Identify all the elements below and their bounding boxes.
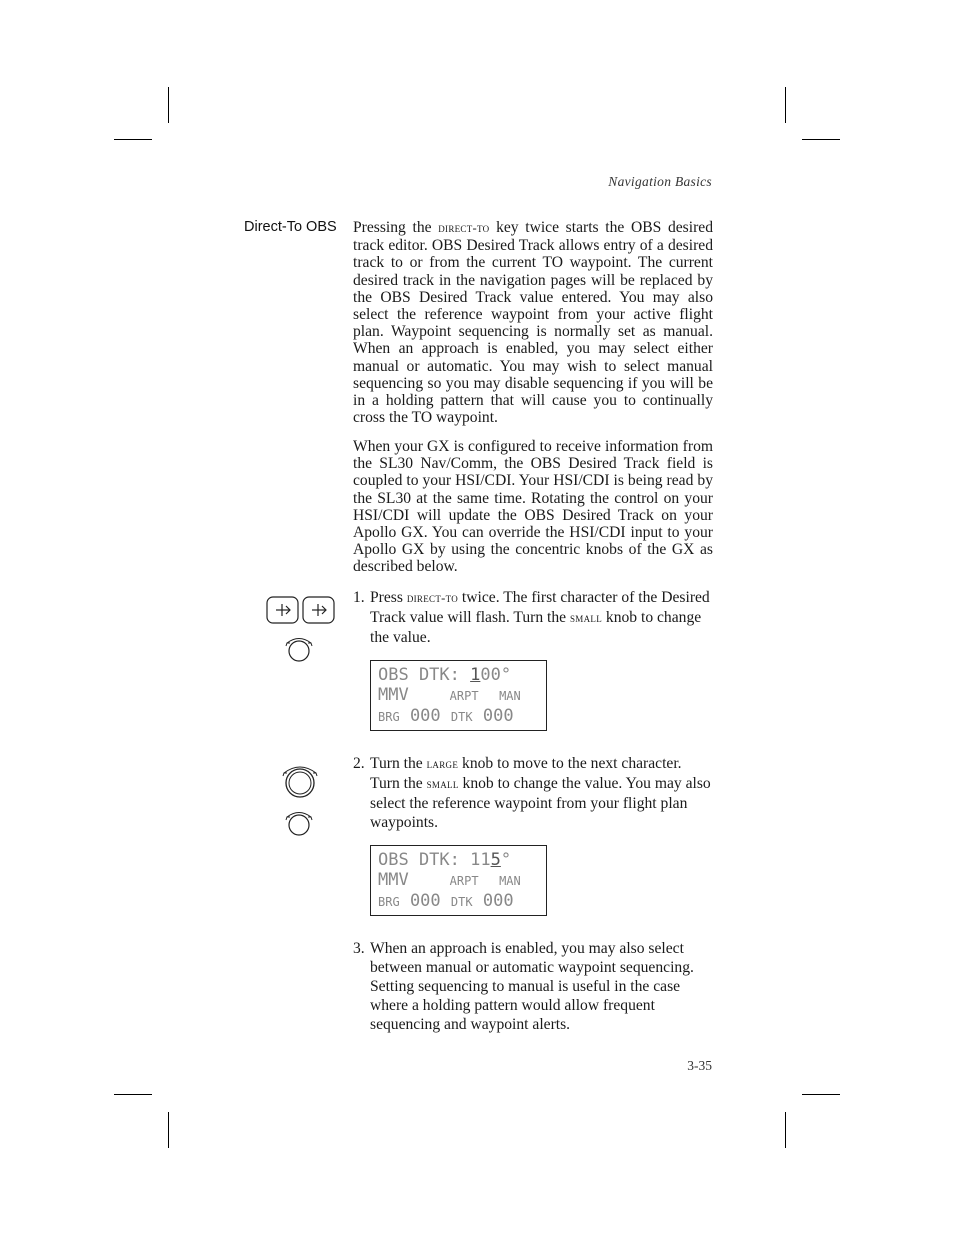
lcd-cursor: 5 — [490, 850, 501, 870]
crop-mark — [785, 1112, 786, 1148]
key-name: direct-to — [438, 221, 490, 235]
key-name: large — [426, 757, 459, 771]
key-name: small — [426, 777, 459, 791]
paragraph-sl30: When your GX is configured to receive information from the SL30 Nav/Comm, the OBS Desired Track field is coupled to your HSI/CDI. Your HSI/CDI is being read by the SL30 at the same time. Rotating the control on your HSI/CDI will update the OBS Desired Track on your Apollo GX. You can override the HSI/CDI input to your Apollo GX by using the concentric knobs of the GX as described below. — [353, 438, 713, 576]
crop-mark — [802, 139, 840, 140]
crop-mark — [785, 87, 786, 123]
crop-mark — [168, 1112, 169, 1148]
running-header: Navigation Basics — [608, 174, 712, 189]
lcd-display: OBS DTK: 100° MMV ARPT MAN BRG 000 DTK 000 — [370, 660, 547, 731]
page-number: 3-35 — [687, 1058, 712, 1073]
paragraph-intro: Pressing the direct-to key twice starts the OBS desired track editor. OBS Desired Track allows entry of a desired track to or from the current TO waypoint. The current desired track in the navigation pages will be replaced by the OBS Desired Track value entered. You may also select the reference waypoint from your active flight plan. Waypoint sequencing is normally set as manual. When an approach is enabled, you may select either manual or automatic. You may wish to select manual sequencing so you may disable sequencing if you will be in a holding pattern that will cause you to continually cross the TO waypoint. — [353, 219, 713, 427]
lcd-cursor: 1 — [470, 665, 481, 685]
step-1: 1. Press direct-to twice. The first character of the Desired Track value will flash. Turn the small knob to change the value. — [353, 589, 710, 646]
lcd-display: OBS DTK: 115° MMV ARPT MAN BRG 000 DTK 000 — [370, 845, 547, 916]
crop-mark — [802, 1094, 840, 1095]
small-knob-icon — [283, 634, 315, 664]
step-2: 2. Turn the large knob to move to the next character. Turn the small knob to change the value. You may also select the reference waypoint from your flight plan waypoints. — [353, 755, 711, 831]
key-name: small — [569, 611, 602, 625]
step-3: 3. When an approach is enabled, you may also select between manual or automatic waypoint sequencing. Setting sequencing to manual is useful in the case where a holding pattern would allow frequent sequencing and waypoint alerts. — [353, 940, 694, 1033]
large-knob-icon — [280, 763, 320, 801]
section-heading: Direct-To OBS — [244, 219, 337, 235]
crop-mark — [114, 139, 152, 140]
crop-mark — [114, 1094, 152, 1095]
direct-to-key-icon — [266, 596, 336, 626]
crop-mark — [168, 87, 169, 123]
key-name: direct-to — [406, 591, 459, 605]
small-knob-icon — [283, 808, 315, 838]
